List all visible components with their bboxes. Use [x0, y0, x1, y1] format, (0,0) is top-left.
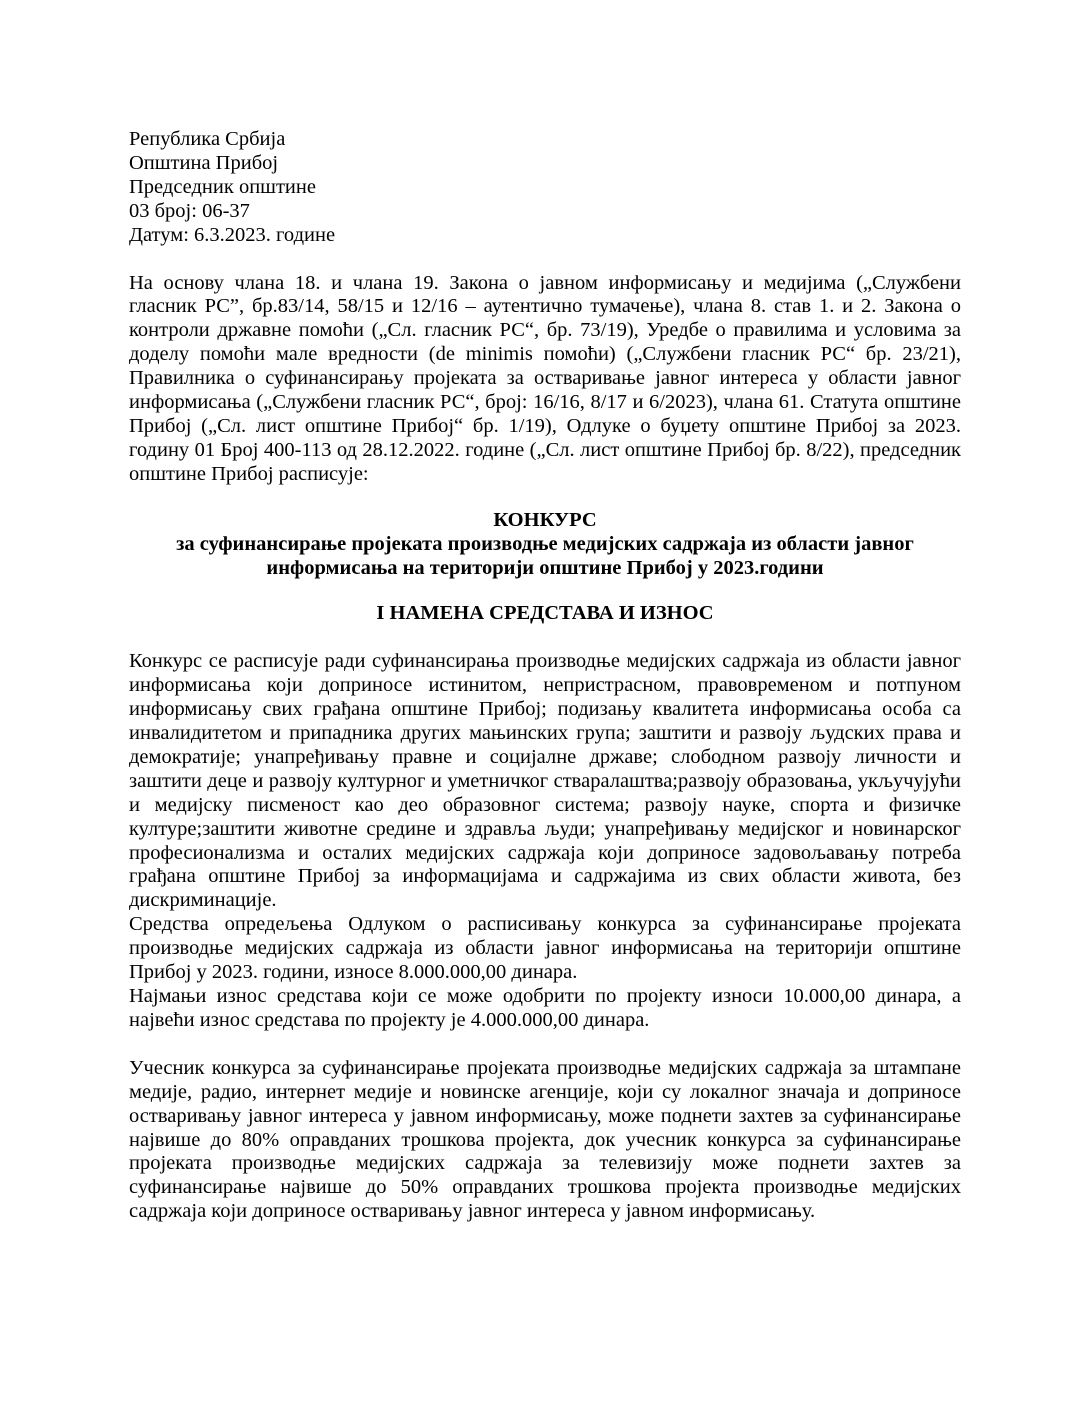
header-office: Председник општине	[129, 175, 316, 198]
section-paragraph-purpose: Конкурс се расписује ради суфинансирања производње медијских садржаја из области јавног информисања који доприносе истинитом, непристрасном, правовременом и потпуном информисању свих грађана општине Прибој; подизању квалитета информисања особа са инвалидитетом и припадника других мањинских група; заштити и развоју људских права и демократије; унапређивању правне и социјалне државе; слободном развоју личности и заштити деце и развоју културног и уметничког стваралаштва;развоју образовања, укључујући и медијску писменост као део образовног система; развоју науке, спорта и физичке културе;заштити животне средине и здравља људи; унапређивању медијског и новинарског професионализма и осталих медијских садржаја који доприносе задовољавању потреба грађана општине Прибој за информацијама и садржајима из свих области живота, без дискриминације.	[129, 650, 961, 912]
document-subtitle-line-1: за суфинансирање пројеката производње медијских садржаја из области јавног	[176, 532, 914, 555]
section-heading: I НАМЕНА СРЕДСТАВА И ИЗНОС	[376, 602, 714, 625]
header-municipality: Општина Прибој	[129, 151, 279, 174]
header-date: Датум: 6.3.2023. године	[129, 223, 336, 246]
header-reference-number: 03 број: 06-37	[129, 199, 250, 222]
document-page	[129, 128, 961, 1224]
document-title: КОНКУРС	[493, 508, 597, 531]
intro-paragraph: На основу члана 18. и члана 19. Закона о јавном информисању и медијима („Службени гласник РС”, бр.83/14, 58/15 и 12/16 – аутентично тумачење), члана 8. став 1. и 2. Закона о контроли државне помоћи („Сл. гласник РС“, бр. 73/19), Уредбе о правилима и условима за доделу помоћи мале вредности (de minimis помоћи) („Службени гласник РС“ бр. 23/21), Правилника о суфинансирању пројеката за остваривање јавног интереса у области јавног информисања („Службени гласник РС“, број: 16/16, 8/17 и 6/2023), члана 61. Статута општине Прибој („Сл. лист општине Прибој“ бр. 1/19), Одлуке о буџету општине Прибој за 2023. годину 01 Број 400-113 од 28.12.2022. године („Сл. лист општине Прибој бр. 8/22), председник општине Прибој расписује:	[129, 271, 961, 485]
section-paragraph-funds: Средства опредељења Одлуком о расписивању конкурса за суфинансирање пројеката производње медијских садржаја из области јавног информисања на територији општине Прибој у 2023. години, износе 8.000.000,00 динара.	[129, 913, 961, 984]
header-block	[129, 128, 961, 248]
header-country: Република Србија	[129, 128, 286, 150]
section-paragraph-amounts: Најмањи износ средстава који се може одобрити по пројекту износи 10.000,00 динара, а највећи износ средстава по пројекту је 4.000.000,00 динара.	[129, 985, 961, 1031]
section-paragraph-participants: Учесник конкурса за суфинансирање пројеката производње медијских садржаја за штампане медије, радио, интернет медије и новинске агенције, који су локалног значаја и доприносе остваривању јавног интереса у јавном информисању, може поднети захтев за суфинансирање највише до 80% оправданих трошкова пројекта, док учесник конкурса за суфинансирање пројеката производње медијских садржаја за телевизију може поднети захтев за суфинансирање највише до 50% оправданих трошкова пројекта производње медијских садржаја који доприносе остваривању јавног интереса у јавном информисању.	[129, 1056, 961, 1223]
document-subtitle-line-2: информисања на територији општине Прибој у 2023.години	[266, 556, 824, 579]
